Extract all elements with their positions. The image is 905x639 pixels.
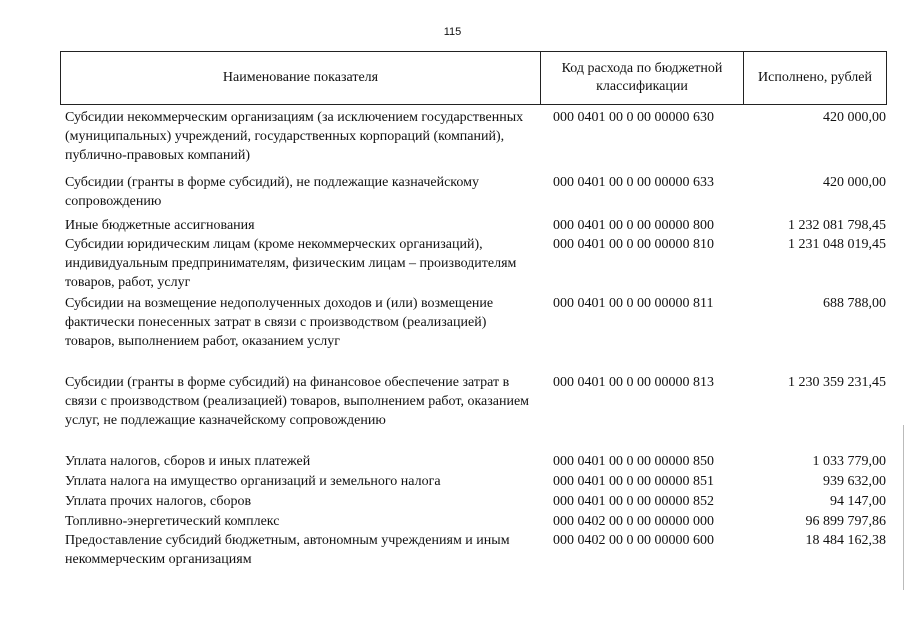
row-code: 000 0401 00 0 00 00000 630	[553, 110, 714, 125]
row-name: Уплата налогов, сборов и иных платежей	[65, 454, 311, 469]
row-sum: 96 899 797,86	[805, 514, 886, 529]
row-name: Субсидии на возмещение недополученных доходов и (или) возмещение фактически понесенных затрат в связи с производством (реализацией) товаров, выполнением работ, оказанием услуг	[65, 296, 494, 349]
row-sum: 1 230 359 231,45	[788, 375, 886, 390]
row-name: Уплата прочих налогов, сборов	[65, 494, 252, 509]
table-header	[60, 51, 887, 105]
row-sum: 18 484 162,38	[805, 533, 886, 548]
row-sum: 688 788,00	[823, 296, 886, 311]
row-name: Топливно-энергетический комплекс	[65, 514, 280, 529]
row-code: 000 0401 00 0 00 00000 813	[553, 375, 714, 390]
row-sum: 939 632,00	[823, 474, 886, 489]
row-sum: 420 000,00	[823, 110, 886, 125]
row-code: 000 0401 00 0 00 00000 852	[553, 494, 714, 509]
row-name: Субсидии юридическим лицам (кроме некоммерческих организаций), индивидуальным предпринимателям, физическим лицам – производителям товаров, работ, услуг	[65, 237, 517, 290]
row-code: 000 0401 00 0 00 00000 633	[553, 175, 714, 190]
row-name: Уплата налога на имущество организаций и земельного налога	[65, 474, 441, 489]
header-name: Наименование показателя	[61, 52, 541, 104]
row-name: Иные бюджетные ассигнования	[65, 218, 255, 233]
row-sum: 1 033 779,00	[812, 454, 886, 469]
row-code: 000 0401 00 0 00 00000 851	[553, 474, 714, 489]
row-code: 000 0401 00 0 00 00000 811	[553, 296, 714, 311]
row-sum: 1 232 081 798,45	[788, 218, 886, 233]
row-sum: 420 000,00	[823, 175, 886, 190]
row-code: 000 0401 00 0 00 00000 800	[553, 218, 714, 233]
scan-edge-line	[903, 425, 904, 590]
row-code: 000 0401 00 0 00 00000 850	[553, 454, 714, 469]
row-name: Субсидии (гранты в форме субсидий) на финансовое обеспечение затрат в связи с производством (реализацией) товаров, выполнением работ, оказанием услуг, не подлежащие казначейскому сопровождению	[65, 375, 530, 428]
page-number: 115	[443, 26, 462, 38]
row-code: 000 0402 00 0 00 00000 000	[553, 514, 714, 529]
row-code: 000 0402 00 0 00 00000 600	[553, 533, 714, 548]
row-name: Предоставление субсидий бюджетным, автономным учреждениям и иным некоммерческим организациям	[65, 533, 510, 567]
row-sum: 1 231 048 019,45	[788, 237, 886, 252]
row-sum: 94 147,00	[830, 494, 886, 509]
header-sum: Исполнено, рублей	[758, 70, 872, 85]
row-name: Субсидии (гранты в форме субсидий), не подлежащие казначейскому сопровождению	[65, 175, 479, 209]
row-code: 000 0401 00 0 00 00000 810	[553, 237, 714, 252]
row-name: Субсидии некоммерческим организациям (за исключением государственных (муниципальных) учреждений, государственных корпораций (компаний), публично-правовых компаний)	[65, 110, 524, 163]
header-code: Код расхода по бюджетной классификации	[541, 52, 744, 104]
